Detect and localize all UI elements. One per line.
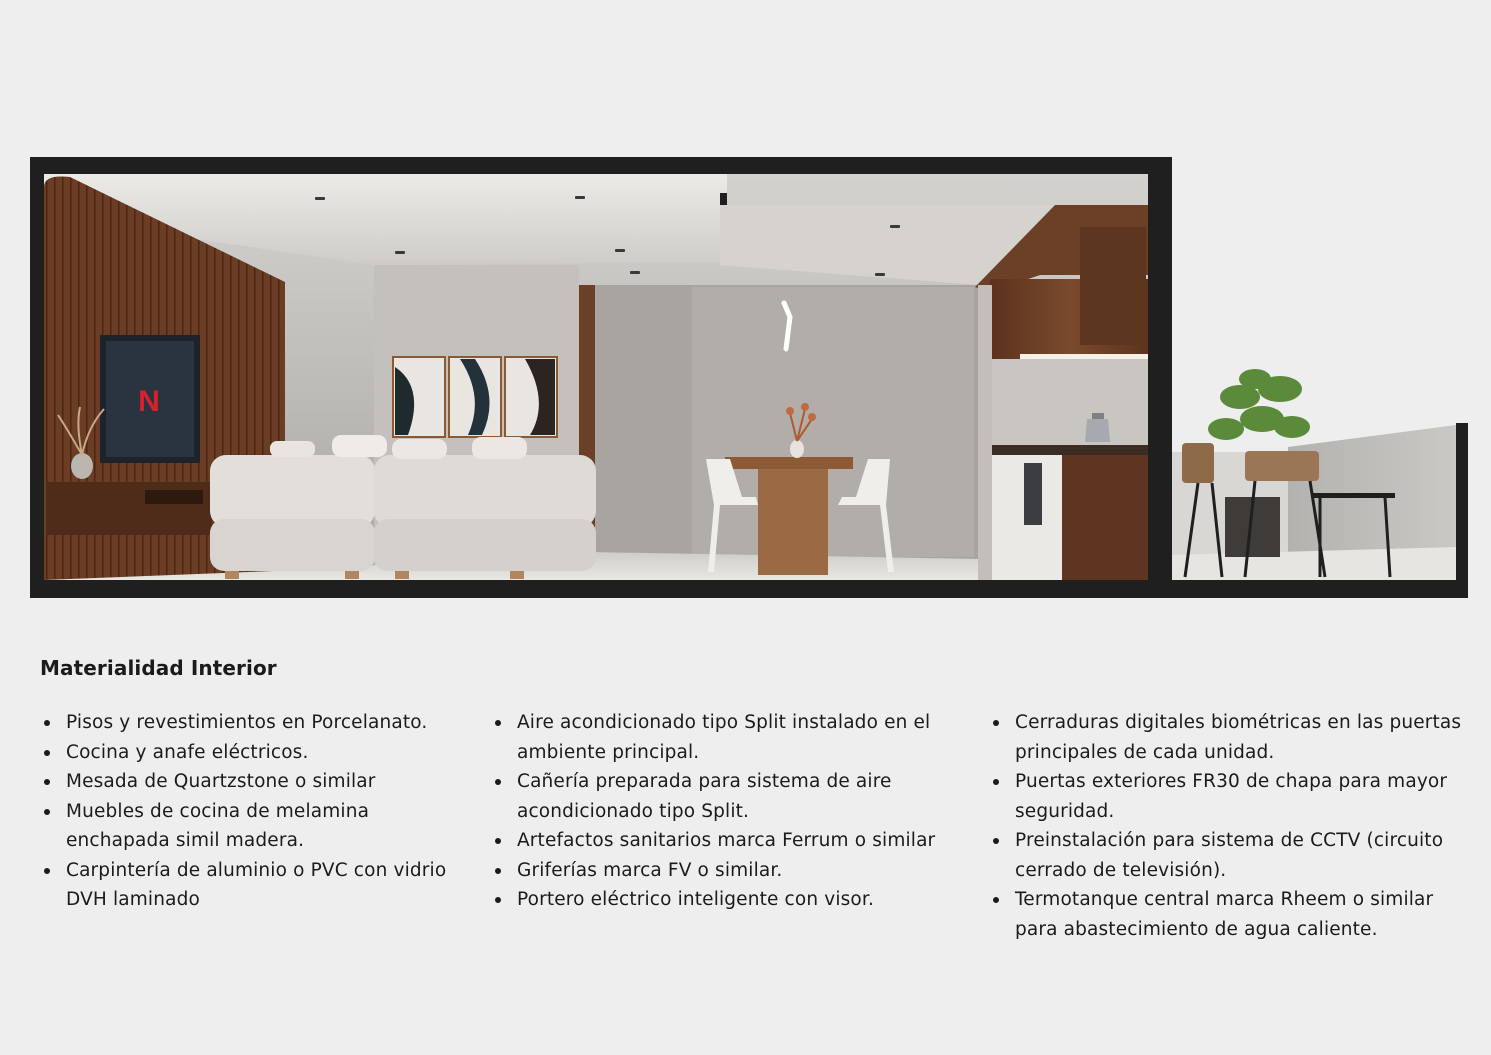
interior-section-render <box>30 157 1468 598</box>
list-item: Griferías marca FV o similar. <box>491 856 961 886</box>
sofa <box>210 435 596 579</box>
artwork <box>393 357 557 437</box>
section-heading: Materialidad Interior <box>40 656 277 680</box>
list-item: Muebles de cocina de melamina enchapada simil madera. <box>40 797 470 856</box>
list-item: Preinstalación para sistema de CCTV (circuito cerrado de televisión). <box>989 826 1469 885</box>
list-item: Carpintería de aluminio o PVC con vidrio DVH laminado <box>40 856 470 915</box>
list-item: Puertas exteriores FR30 de chapa para mayor seguridad. <box>989 767 1469 826</box>
list-item: Portero eléctrico inteligente con visor. <box>491 885 961 915</box>
list-item: Cocina y anafe eléctricos. <box>40 738 470 768</box>
list-item: Artefactos sanitarios marca Ferrum o similar <box>491 826 961 856</box>
balcony <box>1172 369 1456 580</box>
list-item: Cañería preparada para sistema de aire acondicionado tipo Split. <box>491 767 961 826</box>
kitchen <box>975 205 1148 580</box>
features-list-column-2 <box>491 708 961 915</box>
list-item: Cerraduras digitales biométricas en las puertas principales de cada unidad. <box>989 708 1469 767</box>
features-list-column-1 <box>40 708 470 915</box>
tv-logo: N <box>138 385 160 418</box>
list-item: Aire acondicionado tipo Split instalado en el ambiente principal. <box>491 708 961 767</box>
list-item: Mesada de Quartzstone o similar <box>40 767 470 797</box>
features-list-column-3 <box>989 708 1469 944</box>
list-item: Termotanque central marca Rheem o similar para abastecimiento de agua caliente. <box>989 885 1469 944</box>
list-item: Pisos y revestimientos en Porcelanato. <box>40 708 470 738</box>
